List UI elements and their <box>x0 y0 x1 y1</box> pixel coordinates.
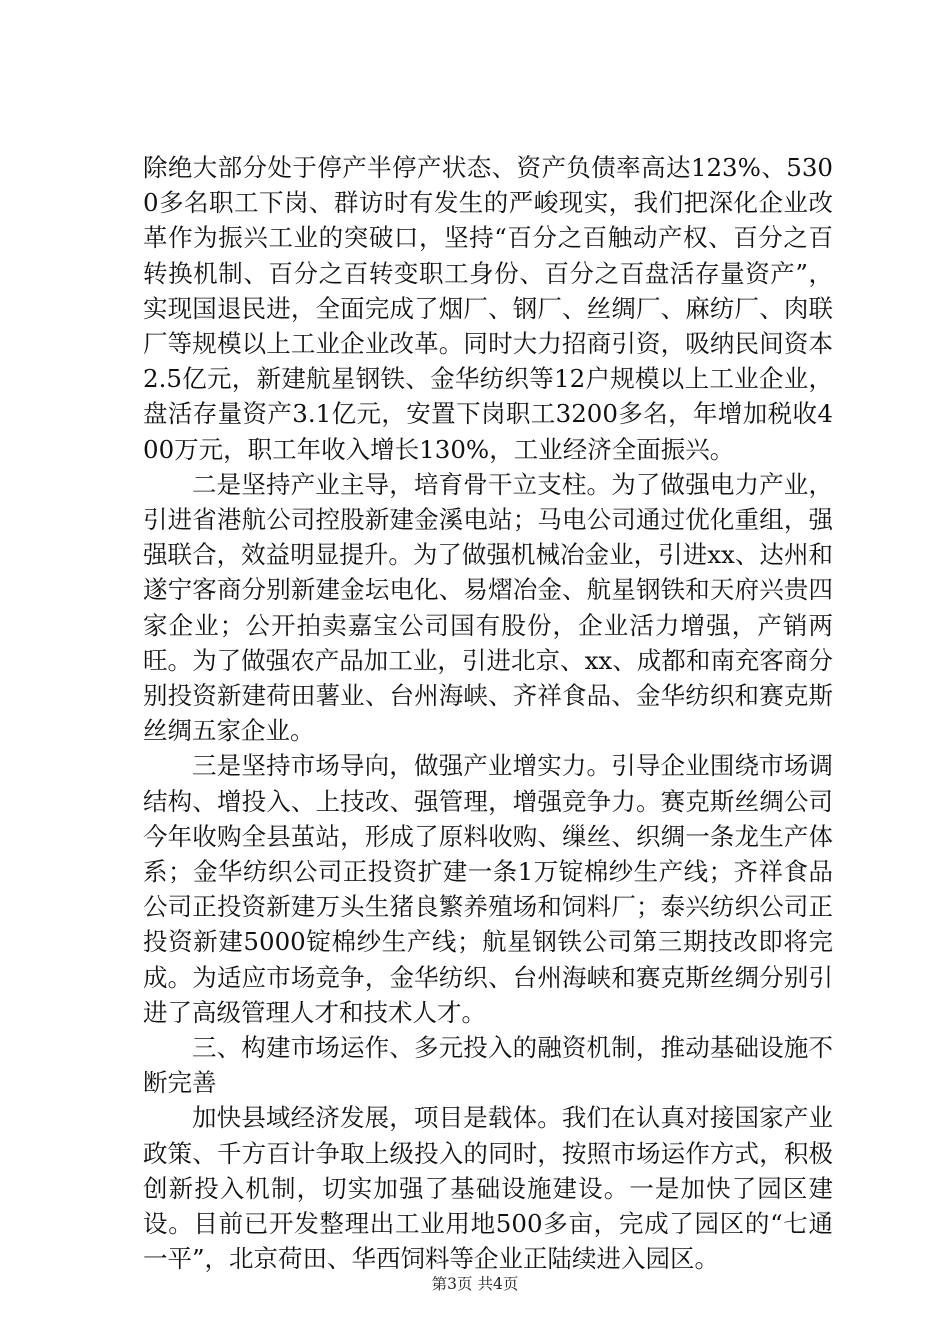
paragraph-1: 除绝大部分处于停产半停产状态、资产负债率高达123%、5300多名职工下岗、群访时有发生的严峻现实，我们把深化企业改革作为振兴工业的突破口，坚持“百分之百触动产权、百分之百转换机制、百分之百转变职工身份、百分之百盘活存量资产”，实现国退民进，全面完成了烟厂、钢厂、丝绸厂、麻纺厂、肉联厂等规模以上工业企业改革。同时大力招商引资，吸纳民间资本2.5亿元，新建航星钢铁、金华纺织等12户规模以上工业企业，盘活存量资产3.1亿元，安置下岗职工3200多名，年增加税收400万元，职工年收入增长130%，工业经济全面振兴。 <box>143 153 833 464</box>
document-body <box>143 150 833 1277</box>
paragraph-3: 三是坚持市场导向，做强产业增实力。引导企业围绕市场调结构、增投入、上技改、强管理，增强竞争力。赛克斯丝绸公司今年收购全县茧站，形成了原料收购、缫丝、织绸一条龙生产体系；金华纺织公司正投资扩建一条1万锭棉纱生产线；齐祥食品公司正投资新建万头生猪良繁养殖场和饲料厂；泰兴纺织公司正投资新建5000锭棉纱生产线；航星钢铁公司第三期技改即将完成。为适应市场竞争，金华纺织、台州海峡和赛克斯丝绸分别引进了高级管理人才和技术人才。 <box>143 751 833 1027</box>
paragraph-4: 加快县域经济发展，项目是载体。我们在认真对接国家产业政策、千方百计争取上级投入的同时，按照市场运作方式，积极创新投入机制，切实加强了基础设施建设。一是加快了园区建设。目前已开发整理出工业用地500多亩，完成了园区的“七通一平”，北京荷田、华西饲料等企业正陆续进入园区。 <box>143 1103 833 1274</box>
page-footer: 第3页 共4页 <box>431 1275 519 1293</box>
section-heading: 三、构建市场运作、多元投入的融资机制，推动基础设施不断完善 <box>143 1033 833 1098</box>
paragraph-2: 二是坚持产业主导，培育骨干立支柱。为了做强电力产业，引进省港航公司控股新建金溪电站；马电公司通过优化重组，强强联合，效益明显提升。为了做强机械冶金业，引进xx、达州和遂宁客商分别新建金坛电化、易熠冶金、航星钢铁和天府兴贵四家企业；公开拍卖嘉宝公司国有股份，企业活力增强，产销两旺。为了做强农产品加工业，引进北京、xx、成都和南充客商分别投资新建荷田薯业、台州海峡、齐祥食品、金华纺织和赛克斯丝绸五家企业。 <box>143 469 833 746</box>
